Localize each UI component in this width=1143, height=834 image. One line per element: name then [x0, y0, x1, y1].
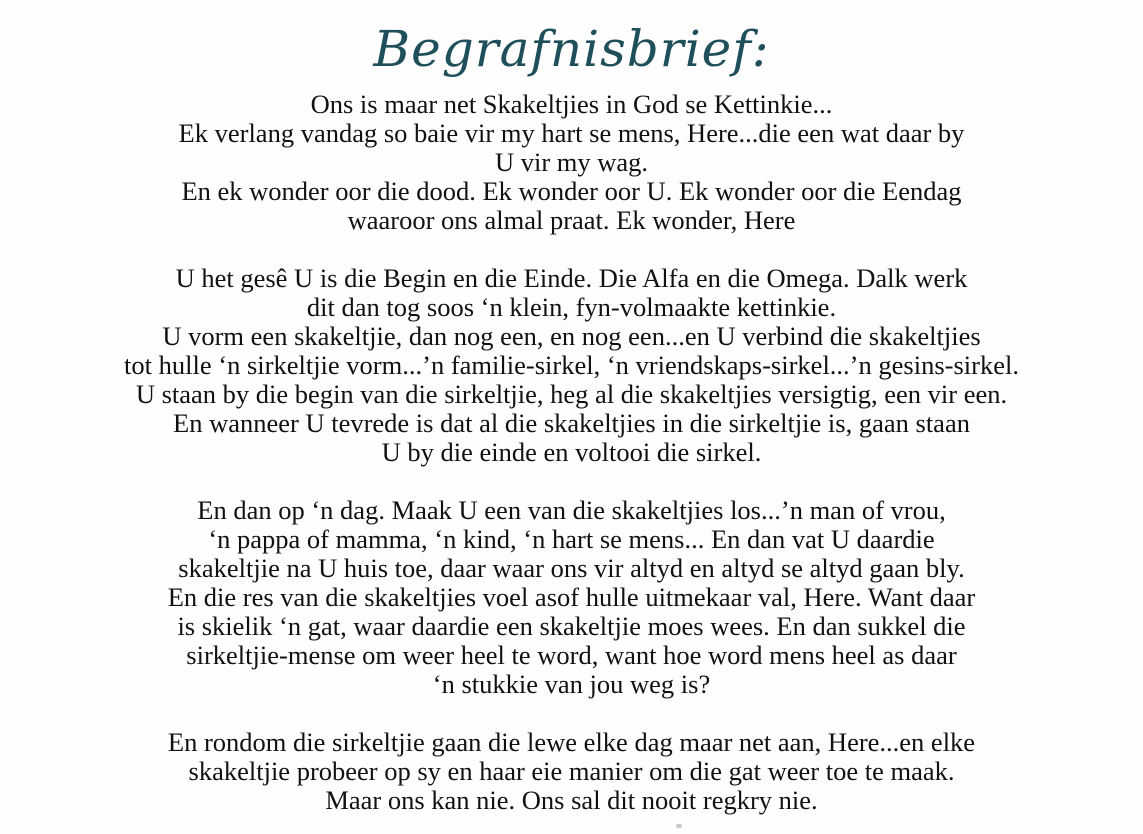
text-line: En ek wonder oor die dood. Ek wonder oor U. Ek wonder oor die Eendag [181, 176, 962, 206]
text-line: Ek verlang vandag so baie vir my hart se mens, Here...die een wat daar by [178, 118, 965, 148]
text-line: En die res van die skakeltjies voel asof hulle uitmekaar val, Here. Want daar [167, 582, 976, 612]
text-line: sirkeltjie-mense om weer heel te word, want hoe word mens heel as daar [186, 640, 957, 670]
text-line: U vorm een skakeltjie, dan nog een, en nog een...en U verbind die skakeltjies [162, 321, 981, 351]
stanza-4 [20, 728, 1123, 815]
text-line: skakeltjie probeer op sy en haar eie manier om die gat weer toe te maak. [188, 756, 955, 786]
text-line: U staan by die begin van die sirkeltjie, heg al die skakeltjies versigtig, een vir een. [135, 379, 1008, 409]
scan-speck [676, 824, 682, 828]
text-line: ‘n stukkie van jou weg is? [432, 669, 711, 699]
text-line: skakeltjie na U huis toe, daar waar ons vir altyd en altyd se altyd gaan bly. [178, 553, 965, 583]
stanza-3 [20, 496, 1123, 699]
text-line: En wanneer U tevrede is dat al die skakeltjies in die sirkeltjie is, gaan staan [173, 408, 970, 438]
letter-body [20, 90, 1123, 815]
text-line: En dan op ‘n dag. Maak U een van die skakeltjies los...’n man of vrou, [197, 495, 946, 525]
text-line: U vir my wag. [494, 147, 649, 177]
text-line: U het gesê U is die Begin en die Einde. Die Alfa en die Omega. Dalk werk [175, 263, 968, 293]
page-title [0, 14, 1143, 84]
stanza-2 [20, 264, 1123, 467]
text-line: ‘n pappa of mamma, ‘n kind, ‘n hart se mens... En dan vat U daardie [208, 524, 935, 554]
text-line: U by die einde en voltooi die sirkel. [381, 437, 762, 467]
title-text: Begrafnisbrief: [373, 20, 770, 78]
text-line: waaroor ons almal praat. Ek wonder, Here [347, 205, 796, 235]
text-line: is skielik ‘n gat, waar daardie een skakeltjie moes wees. En dan sukkel die [177, 611, 966, 641]
text-line: En rondom die sirkeltjie gaan die lewe elke dag maar net aan, Here...en elke [167, 727, 976, 757]
text-line: tot hulle ‘n sirkeltjie vorm...’n familie-sirkel, ‘n vriendskaps-sirkel...’n gesins-sirkel. [124, 350, 1019, 380]
text-line: Ons is maar net Skakeltjies in God se Kettinkie... [310, 89, 833, 119]
text-line: Maar ons kan nie. Ons sal dit nooit regkry nie. [325, 785, 818, 815]
text-line: dit dan tog soos ‘n klein, fyn-volmaakte kettinkie. [306, 292, 837, 322]
stanza-1 [20, 90, 1123, 235]
